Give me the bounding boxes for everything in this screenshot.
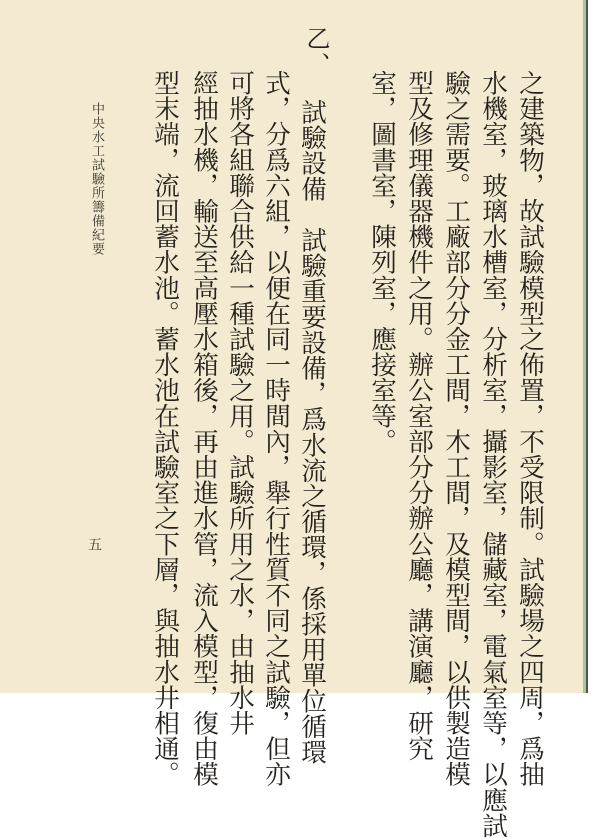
page-number: 五 (86, 537, 102, 551)
text-column-3: 驗之需要。工廠部分分金工間，木工間，及模型間，以供製造模 (441, 70, 471, 787)
text-column-6: 試驗設備 試驗重要設備，爲水流之循環，係採用單位循環 (297, 99, 327, 765)
text-column-10: 型末端，流回蓄水池。蓄水池在試驗室之下層，與抽水井相通。 (150, 70, 180, 787)
text-column-1: 之建築物，故試驗模型之佈置，不受限制。試驗場之四周，爲抽 (515, 70, 545, 787)
running-title: 中央水工試驗所籌備紀要 (89, 102, 104, 256)
page-edge-shadow (586, 0, 588, 693)
text-column-2: 水機室，玻璃水槽室，分析室，攝影室，儲藏室，電氣室等，以應試 (478, 70, 508, 838)
text-column-8: 可將各組聯合供給一種試驗之用。試驗所用之水，由抽水井 (225, 70, 255, 736)
text-column-9: 經抽水機，輸送至高壓水箱後，再由進水管，流入模型，復由模 (189, 70, 219, 787)
text-column-5: 室，圖書室，陳列室，應接室等。 (367, 70, 397, 454)
text-column-4: 型及修理儀器機件之用。辦公室部分分辦公廳，講演廳，研究 (404, 70, 434, 762)
text-column-7: 式，分爲六組，以便在同一時間內，舉行性質不同之試驗，但亦 (261, 70, 291, 787)
section-label: 乙、 (302, 26, 330, 78)
